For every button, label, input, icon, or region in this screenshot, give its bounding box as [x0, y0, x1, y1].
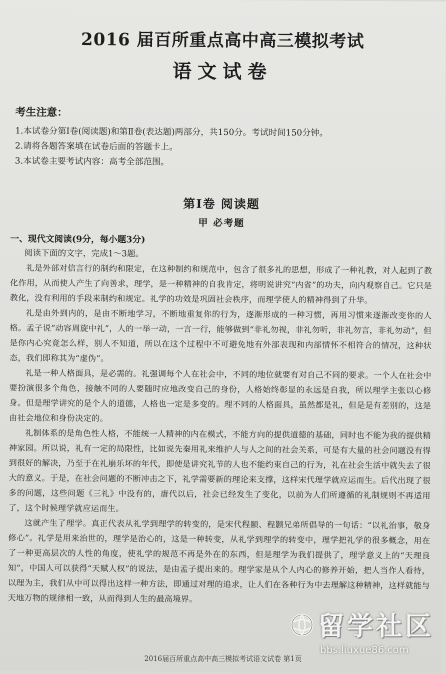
site-watermark	[290, 606, 438, 670]
passage-paragraph-3: 礼是一种人格面具，是必需的。礼强调每个人在社会中，不同的地位就要有对自己不同的要求。一个人在社会中要扮演很多个角色，接触不同的人要随时应地改变自己的身份，人格始终彰显的永远是自我，所以理学主张以心修身。但是理学讲究的是个人的道德，人格也一定是多变的。理不同的人格面具，虽然都是礼，但是是有差别的，这是由社会地位和身份决定的。	[9, 367, 432, 424]
part-title: 第Ⅰ卷 阅读题	[183, 196, 261, 212]
notice-item-3: 3.本试卷主要考试内容：高考全部范围。	[14, 156, 170, 168]
passage-paragraph-2: 礼是由外到内的，是由不断地学习，不断地重复你的行为，逐渐形成的一种习惯，再用习惯来逐渐改变你的人格。孟子说“动容周旋中礼”，人的一举一动，一言一行，能够做到“非礼勿视，非礼勿听，非礼勿言，非礼勿动”，但是你内心究竟怎么样，别人不知道，所以在这个过程中不可避免地有外部表现和内部情怀不相符合的情况，这种状态，我们即称其为“虚伪”。	[9, 307, 432, 364]
reading-passage	[8, 261, 432, 609]
passage-paragraph-4: 礼制体系的是角色性人格，不能统一人精神的内在模式，不能方向的提供道德的基础，同时也不能为我的提供精神家园。所以说，礼有一定的局限性，比如说先秦用礼来维护人与人之间的社会关系，可是有大量的社会问题没有得到很好的解决，乃至于在礼崩乐坏的年代，即使是讲究礼节的人也不能约束自己的行为，礼在社会生活中就失去了很大的意义。于是，在社会问题的不断冲击之下，礼学需要新的理论来支撑，这样宋代理学就应运而生。后代出现了很多的问题，这些问题《三礼》中没有的，唐代以后，社会已经发生了变化，以前为人们所遵循的礼制规则不再适用了，这个时候理学就应运而生。	[8, 427, 431, 514]
reading-instruction: 阅读下面的文字，完成1～3题。	[24, 247, 144, 259]
notice-item-1: 1.本试卷分第Ⅰ卷(阅读题)和第Ⅱ卷(表达题)两部分，共150分。考试时间150分钟。	[15, 126, 328, 139]
notice-item-2: 2.请将各题答案填在试卷后面的答题卡上。	[14, 141, 178, 153]
globe-logo-icon	[290, 613, 314, 637]
page-footer: 2016届百所重点高中高三模拟考试语文试卷 第1页	[144, 655, 302, 663]
exam-title: 2016 届百所重点高中高三模拟考试	[81, 30, 365, 52]
notice-block	[11, 105, 433, 173]
notice-title: 考生注意：	[15, 106, 68, 119]
part-subtitle: 甲 必考题	[198, 217, 245, 230]
watermark-brand: 留学社区	[318, 612, 435, 642]
exam-subtitle: 语文试卷	[172, 60, 273, 84]
watermark-url: bbs.liuxue86.com	[320, 645, 409, 656]
passage-paragraph-5: 这就产生了理学。真正代表从礼学到理学的转变的，是宋代程颐、程颢兄弟所倡导的一句话：“以礼治事，敬身修心”。礼学是用来治世的，理学是治心的，这是一种转变，从礼学到理学的转变中，理学把礼学的很多概念，用在了一种更高层次的人性的角度，使礼学的规范不再是外在的东西，但是理学为我们提供了，理学意义上的“天理良知”，中国人可以获得“天赋人权”的说法，是由孟子提出来的。理学家是从个人内心的修养开始，把人当作人看待，以理为主，我们从中可以得出这样一种方法，即通过对理的追求，让人们在各种行为中去理解这种精神，这样就能与天地万物的规律相一致，从而得到人生的最高境界。	[7, 517, 431, 604]
section-title: 一、现代文阅读(9分，每小题3分)	[10, 234, 146, 246]
passage-paragraph-1: 礼是外部对信言行的制约和限定，在这种制约和规范中，包含了很多礼的思想，形成了一种礼教，对人起到了教化作用，从而使人产生了向善求，理学，是一种精神的自我肯定，将明说讲究“内省”的功夫，向内观察自己。它只是教化，没有利用的手段来制约和规定。礼学的功效是巩固社会秩序，而理学使人的精神得到了升华。	[9, 262, 433, 306]
